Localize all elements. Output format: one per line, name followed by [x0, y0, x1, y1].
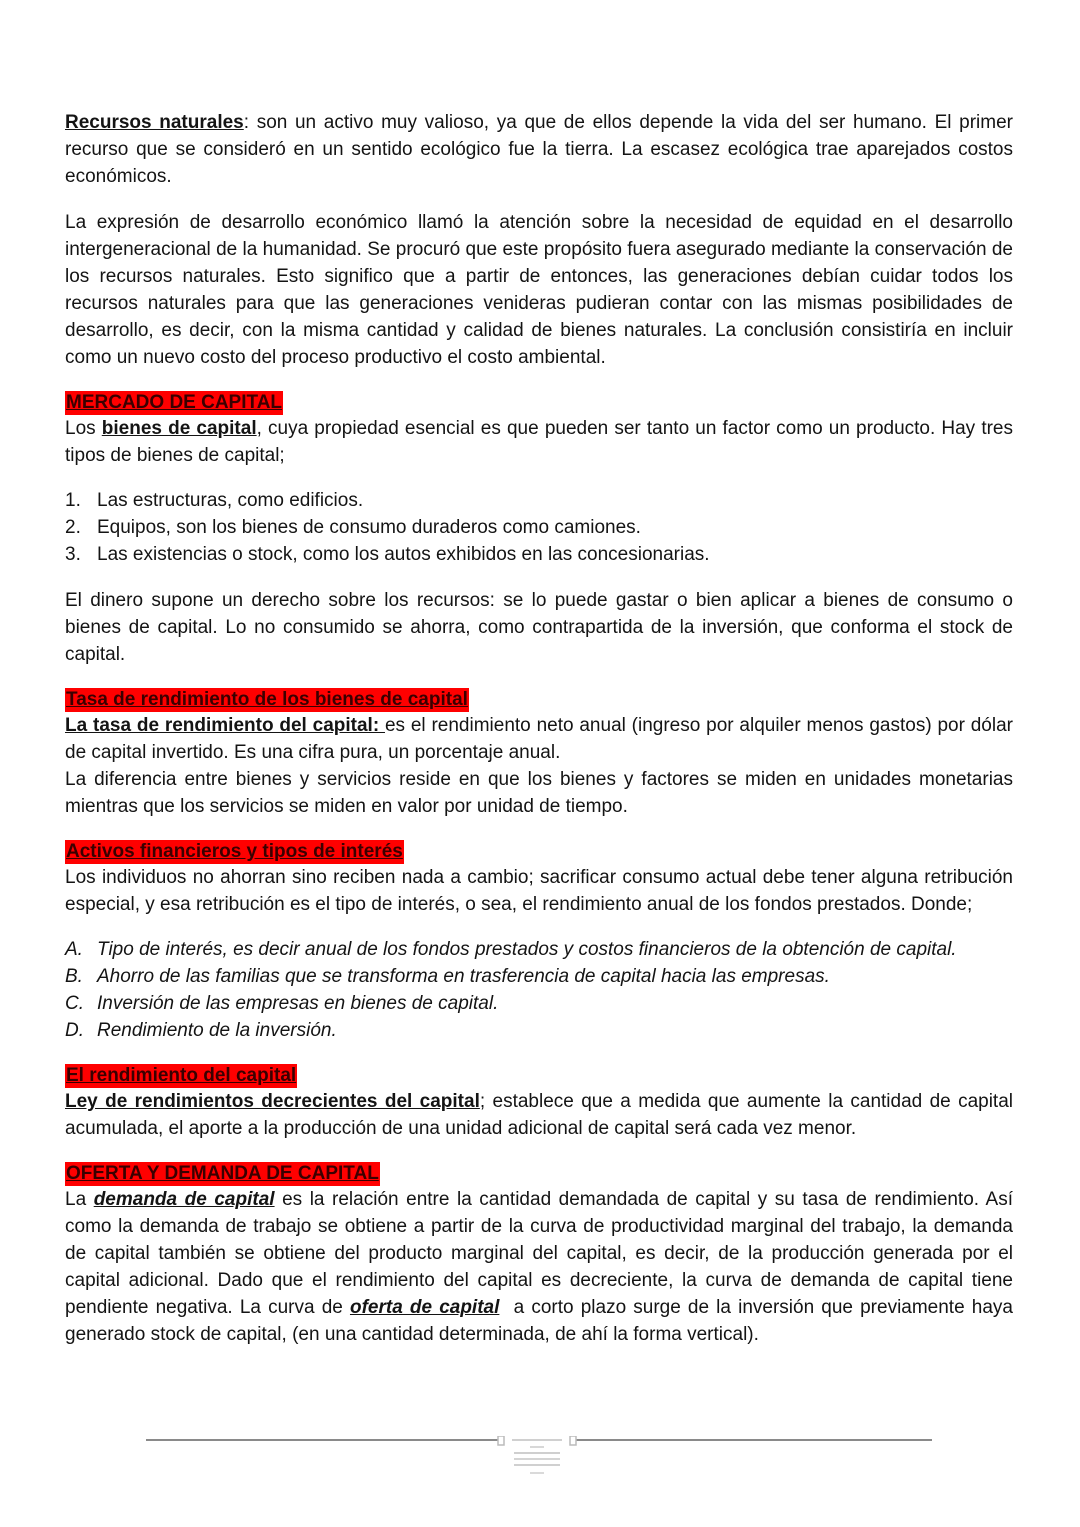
- numbered-list: [65, 487, 1013, 568]
- paragraph-text: es la relación entre la cantidad demandada de capital y su tasa de rendimiento. Así como la demanda de trabajo se obtiene a partir de la curva de productividad marginal del trabajo, la demanda de capital también se obtiene del producto marginal del capital, es decir, de la producción generada por el capital adicional. Dado que el rendimiento del capital es decreciente, la curva de demanda de capital tiene pendiente negativa. La curva de: [65, 1189, 1014, 1318]
- list-item: [65, 1017, 1013, 1044]
- section-heading-row: [65, 1161, 1013, 1186]
- paragraph-text: ; establece que a medida que aumente la cantidad de capital acumulada, el aporte a la producción de una unidad adicional de capital será cada vez menor.: [65, 1091, 1013, 1139]
- list-marker: 1.: [65, 490, 81, 511]
- list-item: [65, 963, 1013, 990]
- paragraph-recursos-naturales: [65, 109, 1013, 190]
- paragraph-dinero: El dinero supone un derecho sobre los recursos: se lo puede gastar o bien aplicar a bienes de consumo o bienes de capital. Lo no consumido se ahorra, como contrapartida de la inversión, que conforma el stock de capital.: [65, 590, 1013, 665]
- paragraph-text: La: [65, 1189, 94, 1210]
- document-body: [65, 109, 1019, 1348]
- term-recursos-naturales: Recursos naturales: [65, 112, 244, 133]
- list-item: [65, 990, 1013, 1017]
- footer-logo-icon: [496, 1436, 578, 1478]
- lettered-list: [65, 936, 1013, 1044]
- list-item-text: Las existencias o stock, como los autos exhibidos en las concesionarias.: [97, 544, 710, 565]
- section-heading-activos-financieros: Activos financieros y tipos de interés: [66, 841, 403, 862]
- paragraph-text: a corto plazo surge de la inversión que previamente haya generado stock de capital, (en una cantidad determinada, de ahí la forma vertical).: [65, 1297, 1019, 1345]
- section-heading-mercado-de-capital: MERCADO DE CAPITAL: [66, 392, 283, 413]
- paragraph-activos-financieros: Los individuos no ahorran sino reciben nada a cambio; sacrificar consumo actual debe tener alguna retribución especial, y esa retribución es el tipo de interés, o sea, el rendimiento anual de los fondos prestados. Donde;: [65, 867, 1013, 915]
- list-item: [65, 936, 1013, 963]
- list-marker: A.: [65, 939, 83, 960]
- page-footer: [146, 1436, 932, 1486]
- paragraph-ley-rendimientos: [65, 1088, 1013, 1142]
- paragraph-text: es el rendimiento neto anual (ingreso por alquiler menos gastos) por dólar de capital invertido. Es una cifra pura, un porcentaje anual.: [65, 715, 1013, 763]
- paragraph-bienes-de-capital: [65, 415, 1013, 469]
- section-heading-row: [65, 687, 1013, 712]
- list-marker: B.: [65, 966, 83, 987]
- section-heading-oferta-y-demanda: OFERTA Y DEMANDA DE CAPITAL: [66, 1163, 379, 1184]
- list-item: [65, 514, 1013, 541]
- list-item: [65, 541, 1013, 568]
- footer-rule-right: [576, 1439, 932, 1441]
- footer-rule-left: [146, 1439, 498, 1441]
- section-heading-rendimiento-del-capital: El rendimiento del capital: [66, 1065, 297, 1086]
- paragraph-text: Los: [65, 418, 102, 439]
- list-marker: 3.: [65, 544, 81, 565]
- list-marker: D.: [65, 1020, 84, 1041]
- list-marker: 2.: [65, 517, 81, 538]
- paragraph-bienes-y-servicios: La diferencia entre bienes y servicios reside en que los bienes y factores se miden en unidades monetarias mientras que los servicios se miden en valor por unidad de tiempo.: [65, 769, 1013, 817]
- section-heading-tasa-de-rendimiento: Tasa de rendimiento de los bienes de capital: [66, 689, 468, 710]
- list-item: [65, 487, 1013, 514]
- paragraph-desarrollo: La expresión de desarrollo económico llamó la atención sobre la necesidad de equidad en el desarrollo intergeneracional de la humanidad. Se procuró que este propósito fuera asegurado mediante la conservación de los recursos naturales. Esto significo que a partir de entonces, las generaciones debían cuidar todos los recursos naturales para que las generaciones venideras pudieran contar con las mismas posibilidades de desarrollo, es decir, con la misma cantidad y calidad de bienes naturales. La conclusión consistiría en incluir como un nuevo costo del proceso productivo el costo ambiental.: [65, 212, 1013, 368]
- term-tasa-de-rendimiento: La tasa de rendimiento del capital:: [65, 715, 385, 736]
- list-marker: C.: [65, 993, 84, 1014]
- paragraph-oferta-demanda: [65, 1186, 1019, 1348]
- list-item-text: Tipo de interés, es decir anual de los fondos prestados y costos financieros de la obtención de capital.: [97, 939, 957, 960]
- list-item-text: Las estructuras, como edificios.: [97, 490, 364, 511]
- term-demanda-de-capital: demanda de capital: [93, 1189, 275, 1210]
- section-heading-row: [65, 390, 1013, 415]
- list-item-text: Inversión de las empresas en bienes de capital.: [97, 993, 499, 1014]
- term-ley-rendimientos: Ley de rendimientos decrecientes del capital: [65, 1091, 480, 1112]
- paragraph-tasa-de-rendimiento: [65, 712, 1013, 766]
- section-heading-row: [65, 1063, 1013, 1088]
- term-oferta-de-capital: oferta de capital: [349, 1297, 500, 1318]
- paragraph-text: , cuya propiedad esencial es que pueden ser tanto un factor como un producto. Hay tres tipos de bienes de capital;: [65, 418, 1013, 466]
- list-item-text: Ahorro de las familias que se transforma en trasferencia de capital hacia las empresas.: [97, 966, 830, 987]
- section-heading-row: [65, 839, 1013, 864]
- list-item-text: Equipos, son los bienes de consumo duraderos como camiones.: [97, 517, 641, 538]
- term-bienes-de-capital: bienes de capital: [101, 418, 257, 439]
- paragraph-text: : son un activo muy valioso, ya que de ellos depende la vida del ser humano. El primer recurso que se consideró en un sentido ecológico fue la tierra. La escasez ecológica trae aparejados costos económicos.: [65, 112, 1014, 187]
- list-item-text: Rendimiento de la inversión.: [97, 1020, 337, 1041]
